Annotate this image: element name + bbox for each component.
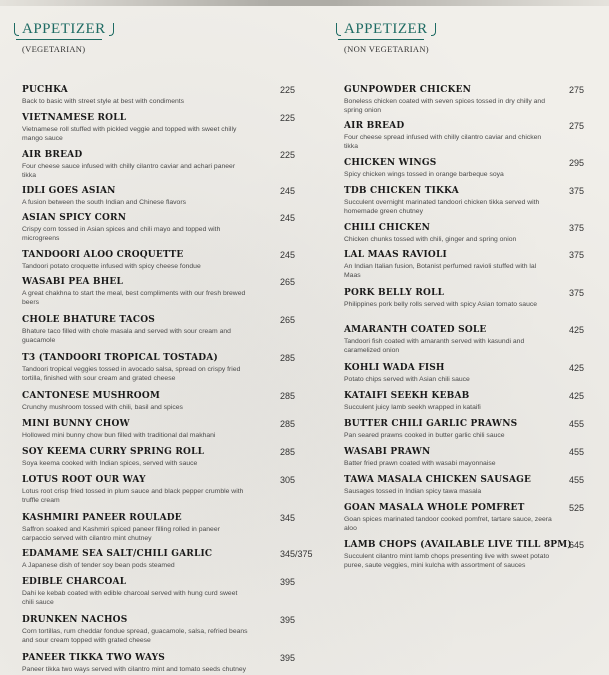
menu-item-name: PUCHKA xyxy=(22,85,68,95)
menu-item-name: DRUNKEN NACHOS xyxy=(22,615,128,625)
menu-item-description: Spicy chicken wings tossed in orange barbeque soya xyxy=(344,171,504,178)
menu-item-price: 525 xyxy=(569,503,585,513)
section-subheading-non-vegetarian: (NON VEGETARIAN) xyxy=(344,44,429,54)
menu-item-description: Paneer tikka two ways served with cilantro mint and tomato seeds chutney xyxy=(22,666,247,673)
menu-item xyxy=(344,447,592,468)
menu-item-name: PANEER TIKKA TWO WAYS xyxy=(22,653,165,663)
menu-item xyxy=(22,653,302,674)
menu-item xyxy=(22,391,302,412)
menu-item-name: KASHMIRI PANEER ROULADE xyxy=(22,513,182,523)
menu-item xyxy=(22,213,302,243)
menu-item-description: A Japanese dish of tender soy bean pods steamed xyxy=(22,562,175,569)
menu-item-name: AIR BREAD xyxy=(344,121,405,131)
menu-item-description: Chicken chunks tossed with chili, ginger and spring onion xyxy=(344,236,517,243)
menu-item-description: Four cheese spread infused with chilly cilantro caviar and chicken tikka xyxy=(344,134,542,150)
menu-item-price: 275 xyxy=(569,121,585,131)
menu-item xyxy=(344,288,592,309)
menu-item-name: BUTTER CHILI GARLIC PRAWNS xyxy=(344,419,518,429)
menu-item-name: VIETNAMESE ROLL xyxy=(22,113,127,123)
menu-item-price: 375 xyxy=(569,250,585,260)
menu-item xyxy=(344,419,592,440)
menu-item-price: 285 xyxy=(280,353,296,363)
menu-item xyxy=(344,121,592,151)
menu-item-name: IDLI GOES ASIAN xyxy=(22,186,116,196)
menu-item-name: KOHLI WADA FISH xyxy=(344,363,445,373)
menu-item-price: 425 xyxy=(569,363,585,373)
menu-item xyxy=(344,250,592,280)
menu-item xyxy=(344,85,592,115)
menu-item-description: Goan spices marinated tandoor cooked pomfret, tartare sauce, zeera aloo xyxy=(344,516,552,532)
menu-item-description: Corn tortillas, rum cheddar fondue spread, guacamole, salsa, refried beans and sour cream topped with grated cheese xyxy=(22,628,248,644)
menu-item-price: 245 xyxy=(280,186,296,196)
menu-item-price: 225 xyxy=(280,113,296,123)
top-border xyxy=(0,0,609,6)
menu-item-name: CANTONESE MUSHROOM xyxy=(22,391,161,401)
menu-item xyxy=(344,391,592,412)
menu-item-price: 295 xyxy=(569,158,585,168)
menu-item-price: 395 xyxy=(280,577,296,587)
menu-item xyxy=(22,513,302,543)
menu-item-name: EDIBLE CHARCOAL xyxy=(22,577,127,587)
menu-item-price: 455 xyxy=(569,475,585,485)
menu-item xyxy=(344,158,592,179)
menu-item-price: 395 xyxy=(280,615,296,625)
menu-item-name: WASABI PEA BHEL xyxy=(22,277,123,287)
menu-item xyxy=(22,113,302,143)
menu-item-price: 245 xyxy=(280,250,296,260)
menu-item-name: T3 (TANDOORI TROPICAL TOSTADA) xyxy=(22,353,218,363)
menu-item-description: Hollowed mini bunny chow bun filled with traditional dal makhani xyxy=(22,432,216,439)
menu-item-description: An Indian Italian fusion, Botanist perfumed ravioli stuffed with lal Maas xyxy=(344,263,537,279)
menu-item-price: 375 xyxy=(569,288,585,298)
menu-item-price: 285 xyxy=(280,447,296,457)
section-heading-non-vegetarian: APPETIZER xyxy=(338,20,434,38)
menu-item xyxy=(344,325,592,355)
menu-item-price: 285 xyxy=(280,391,296,401)
menu-item xyxy=(22,315,302,345)
menu-item-name: KATAIFI SEEKH KEBAB xyxy=(344,391,470,401)
menu-item-description: Batter fried prawn coated with wasabi mayonnaise xyxy=(344,460,496,467)
menu-item-description: Dahi ke kebab coated with edible charcoal served with hung curd sweet chili sauce xyxy=(22,590,238,606)
menu-item-name: LOTUS ROOT OUR WAY xyxy=(22,475,146,485)
menu-item-name: MINI BUNNY CHOW xyxy=(22,419,130,429)
menu-item-description: Philippines pork belly rolls served with spicy Asian tomato sauce xyxy=(344,301,538,308)
menu-item-name: TANDOORI ALOO CROQUETTE xyxy=(22,250,184,260)
menu-item-name: SOY KEEMA CURRY SPRING ROLL xyxy=(22,447,205,457)
menu-item-price: 345/375 xyxy=(280,549,313,559)
menu-item-description: Succulent cilantro mint lamb chops presenting live with sweet potato puree, saute veggies, mini kulcha with assortment of sauces xyxy=(344,553,550,569)
non-vegetarian-column xyxy=(338,20,592,569)
menu-item xyxy=(22,85,302,106)
menu-item-description: Saffron soaked and Kashmiri spiced paneer filling rolled in paneer carpaccio served with cilantro mint chutney xyxy=(22,526,220,542)
menu-item-description: Lotus root crisp fried tossed in plum sauce and black pepper crumble with truffle cream xyxy=(22,488,244,504)
heading-underline xyxy=(338,39,424,40)
menu-item-description: Crispy corn tossed in Asian spices and chili mayo and topped with microgreens xyxy=(22,226,221,242)
menu-item-price: 455 xyxy=(569,447,585,457)
menu-item-price: 425 xyxy=(569,391,585,401)
menu-item-name: EDAMAME SEA SALT/CHILI GARLIC xyxy=(22,549,213,559)
menu-item-price: 265 xyxy=(280,277,296,287)
menu-item-price: 345 xyxy=(280,513,296,523)
menu-item-description: A great chakhna to start the meal, best compliments with our fresh brewed beers xyxy=(22,290,246,306)
menu-item-price: 245 xyxy=(280,213,296,223)
menu-item-description: Tandoori potato croquette infused with spicy cheese fondue xyxy=(22,263,201,270)
menu-item xyxy=(22,447,302,468)
menu-item xyxy=(344,223,592,244)
menu-item-price: 425 xyxy=(569,325,585,335)
menu-item-name: AIR BREAD xyxy=(22,150,83,160)
heading-underline xyxy=(16,39,102,40)
menu-item-description: Sausages tossed in Indian spicy tawa masala xyxy=(344,488,482,495)
menu-item-description: Tandoori fish coated with amaranth served with kasundi and caramelized onion xyxy=(344,338,525,354)
menu-item-price: 305 xyxy=(280,475,296,485)
menu-item xyxy=(22,277,302,307)
menu-item-description: Pan seared prawns cooked in butter garlic chili sauce xyxy=(344,432,505,439)
menu-item xyxy=(22,353,302,383)
menu-item-price: 645 xyxy=(569,540,585,550)
menu-item-price: 285 xyxy=(280,419,296,429)
menu-item-description: Tandoori tropical veggies tossed in avocado salsa, spread on crispy fried tortilla, finished with sour cream and grated cheese xyxy=(22,366,241,382)
menu-item xyxy=(344,503,592,533)
menu-item-description: Soya keema cooked with Indian spices, served with sauce xyxy=(22,460,198,467)
menu-item-description: Four cheese sauce infused with chilly cilantro caviar and achari paneer tikka xyxy=(22,163,236,179)
menu-item-description: Succulent juicy lamb seekh wrapped in kataifi xyxy=(344,404,481,411)
menu-item xyxy=(344,475,592,496)
menu-item-name: GUNPOWDER CHICKEN xyxy=(344,85,472,95)
menu-item xyxy=(344,540,592,570)
menu-item-description: A fusion between the south Indian and Chinese flavors xyxy=(22,199,186,206)
menu-item-name: CHICKEN WINGS xyxy=(344,158,437,168)
section-subheading-vegetarian: (VEGETARIAN) xyxy=(22,44,86,54)
menu-item xyxy=(22,186,302,207)
menu-item-price: 375 xyxy=(569,186,585,196)
menu-item xyxy=(22,549,313,570)
menu-item-name: AMARANTH COATED SOLE xyxy=(344,325,487,335)
menu-item-description: Vietnamese roll stuffed with pickled veggie and topped with sweet chilly mango sauce xyxy=(22,126,237,142)
menu-item xyxy=(22,577,302,607)
menu-item-description: Crunchy mushroom tossed with chili, basil and spices xyxy=(22,404,183,411)
menu-item xyxy=(22,475,302,505)
menu-item xyxy=(344,363,592,384)
menu-item-description: Back to basic with street style at best with condiments xyxy=(22,98,185,105)
menu-item-name: LAL MAAS RAVIOLI xyxy=(344,250,447,260)
menu-item-name: PORK BELLY ROLL xyxy=(344,288,445,298)
menu-item-description: Potato chips served with Asian chili sauce xyxy=(344,376,470,383)
vegetarian-column xyxy=(16,20,313,673)
menu-item-name: GOAN MASALA WHOLE POMFRET xyxy=(344,503,525,513)
menu-item-name: TDB CHICKEN TIKKA xyxy=(344,186,459,196)
menu-item-name: WASABI PRAWN xyxy=(344,447,431,457)
menu-item-name: CHILI CHICKEN xyxy=(344,223,431,233)
menu-item-price: 455 xyxy=(569,419,585,429)
menu-item-price: 225 xyxy=(280,85,296,95)
menu-item-name: LAMB CHOPS (AVAILABLE LIVE TILL 8PM) xyxy=(344,540,572,550)
menu-item-description: Succulent overnight marinated tandoori chicken tikka served with homemade green chutney xyxy=(344,199,540,215)
menu-item xyxy=(22,419,302,440)
menu-item-name: ASIAN SPICY CORN xyxy=(22,213,127,223)
menu-item xyxy=(22,150,302,180)
menu-item xyxy=(344,186,592,216)
menu-item-description: Bhature taco filled with chole masala and served with sour cream and guacamole xyxy=(22,328,231,344)
section-heading-vegetarian: APPETIZER xyxy=(16,20,112,38)
menu-item-name: TAWA MASALA CHICKEN SAUSAGE xyxy=(344,475,532,485)
menu-item-description: Boneless chicken coated with seven spices tossed in dry chilly and spring onion xyxy=(344,98,545,114)
menu-item xyxy=(22,615,302,645)
menu-item-price: 395 xyxy=(280,653,296,663)
menu-item-price: 275 xyxy=(569,85,585,95)
menu-item-price: 265 xyxy=(280,315,296,325)
menu-item-name: CHOLE BHATURE TACOS xyxy=(22,315,155,325)
menu-item-price: 375 xyxy=(569,223,585,233)
menu-item-price: 225 xyxy=(280,150,296,160)
menu-item xyxy=(22,250,302,271)
